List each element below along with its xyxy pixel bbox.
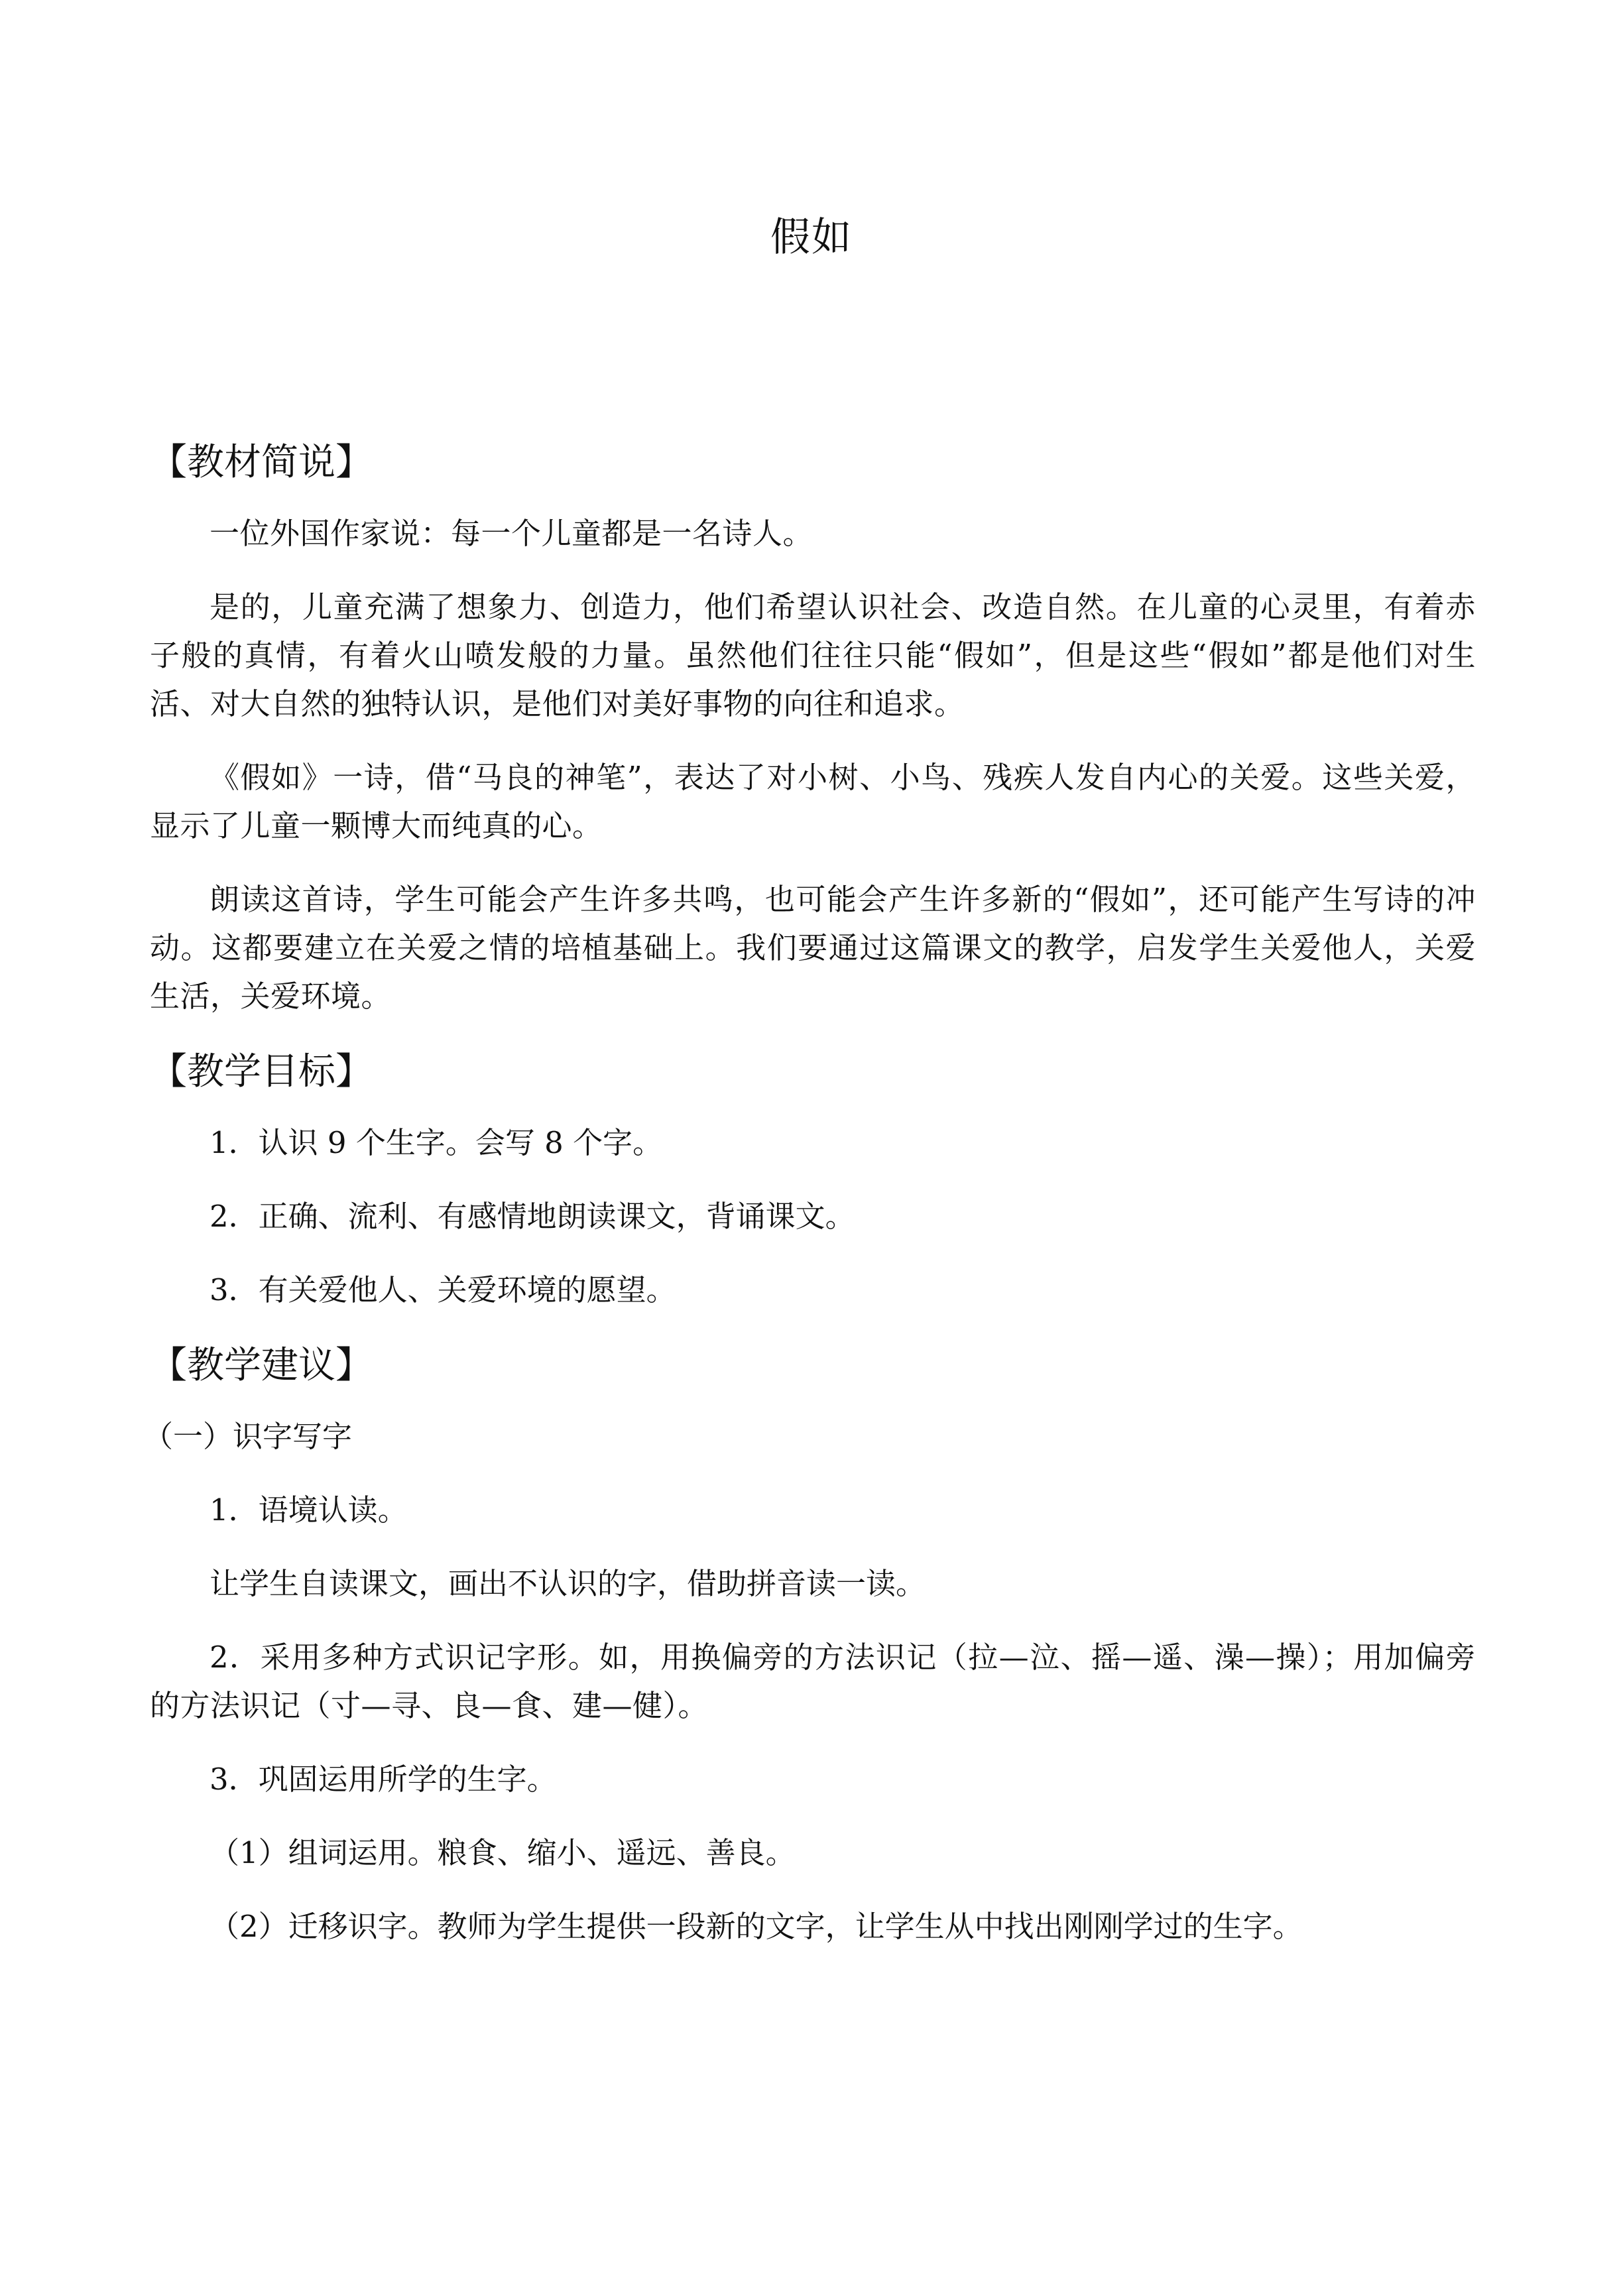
advice-subitem: （2）迁移识字。教师为学生提供一段新的文字，让学生从中找出刚刚学过的生字。 <box>210 1909 1303 1944</box>
advice-subitem: （1）组词运用。粮食、缩小、遥远、善良。 <box>210 1835 796 1870</box>
paragraph: 《假如》一诗，借“马良的神笔”，表达了对小树、小鸟、残疾人发自内心的关爱。这些关爱，显示了儿童一颗博大而纯真的心。 <box>150 760 1476 843</box>
section-heading-intro: 【教材简说】 <box>150 441 373 484</box>
goal-item: 1．认识 9 个生字。会写 8 个字。 <box>210 1125 663 1160</box>
goal-item: 3．有关爱他人、关爱环境的愿望。 <box>210 1272 676 1307</box>
section-heading-advice: 【教学建议】 <box>150 1344 373 1387</box>
advice-item: 1．语境认读。 <box>210 1492 408 1528</box>
section-heading-goals: 【教学目标】 <box>150 1050 373 1093</box>
advice-item: 3．巩固运用所学的生字。 <box>210 1762 557 1797</box>
paragraph: 是的，儿童充满了想象力、创造力，他们希望认识社会、改造自然。在儿童的心灵里，有着赤子般的真情，有着火山喷发般的力量。虽然他们往往只能“假如”，但是这些“假如”都是他们对生活、对大自然的独特认识，是他们对美好事物的向往和追求。 <box>150 589 1476 721</box>
paragraph: 一位外国作家说：每一个儿童都是一名诗人。 <box>210 516 813 551</box>
advice-item: 2．采用多种方式识记字形。如，用换偏旁的方法识记（拉—泣、摇—遥、澡—操）；用加偏旁的方法识记（寸—寻、良—食、建—健）。 <box>150 1640 1476 1723</box>
paragraph: 朗读这首诗，学生可能会产生许多共鸣，也可能会产生许多新的“假如”，还可能产生写诗的冲动。这都要建立在关爱之情的培植基础上。我们要通过这篇课文的教学，启发学生关爱他人，关爱生活，关爱环境。 <box>150 882 1476 1014</box>
document-body <box>143 436 1476 1976</box>
document-title: 假如 <box>770 214 853 261</box>
subsection-heading: （一）识字写字 <box>143 1419 353 1454</box>
advice-item-text: 让学生自读课文，画出不认识的字，借助拼音读一读。 <box>210 1566 926 1601</box>
goal-item: 2．正确、流利、有感情地朗读课文，背诵课文。 <box>210 1199 855 1234</box>
